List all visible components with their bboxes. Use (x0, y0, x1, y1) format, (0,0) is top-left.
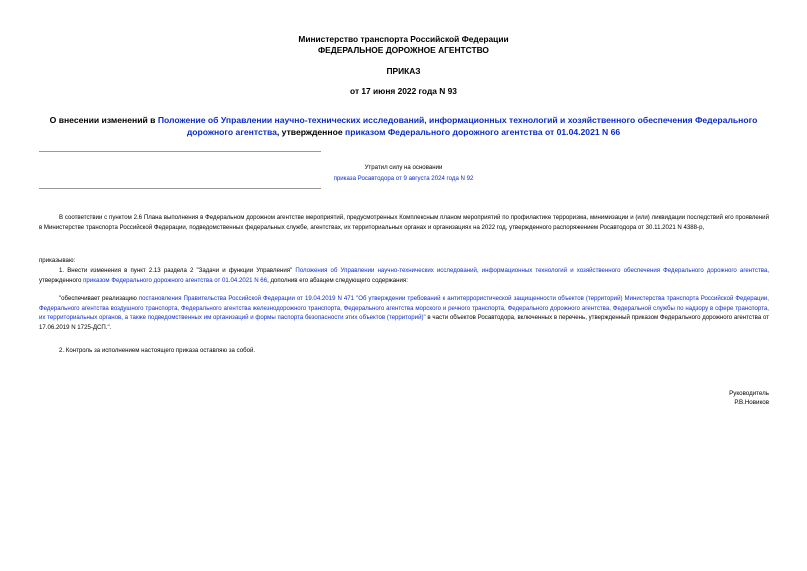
item-1-middle: , утвержденного (39, 267, 769, 284)
quote-suffix: в части объектов Росавтодора, включенных в перечень, утвержденный приказом Федерального дорожного агентства от 17.06.2019 N 1725-ДСП.". (39, 314, 770, 331)
preamble-paragraph: В соответствии с пунктом 2.6 Плана выполнения в Федеральном дорожном агентстве мероприятий, предусмотренных Комплексным планом мероприятий по профилактике терроризма, минимизации и (или) ликвидации последствий его проявлений в Министерстве транспорта Российской Федерации, подведомственных федеральных службе, агентствах, их территориальных органах и организациях на 2022 год, утвержденного распоряжением Росавтодора от 30.11.2021 N 4388-р, (39, 214, 769, 231)
ministry-heading: Министерство транспорта Российской Федерации (298, 34, 509, 44)
title-middle: , утвержденное (276, 127, 345, 137)
title-link-regulation[interactable]: Положение об Управлении научно-технических исследований, информационных технологий и хозяйственного обеспечения Федерального дорожного агентства (157, 115, 758, 137)
divider-bottom (39, 188, 321, 189)
title-link-order[interactable]: приказом Федерального дорожного агентства от 01.04.2021 N 66 (345, 127, 621, 137)
item-1-prefix: 1. Внести изменения в пункт 2.13 раздела 2 "Задачи и функции Управления" (59, 267, 296, 274)
divider-top (39, 151, 321, 152)
quote-paragraph (39, 294, 769, 332)
quote-prefix: "обеспечивает реализацию (59, 295, 139, 302)
title-prefix: О внесении изменений в (49, 115, 158, 125)
signature-name: Р.В.Новиков (734, 399, 769, 406)
agency-heading: ФЕДЕРАЛЬНОЕ ДОРОЖНОЕ АГЕНТСТВО (318, 45, 489, 55)
document-title (40, 114, 767, 138)
signature-position: Руководитель (729, 390, 769, 397)
status-note-link[interactable]: приказа Росавтодора от 9 августа 2024 года N 92 (333, 175, 474, 182)
item-1-suffix: , дополнив его абзацем следующего содержания: (267, 276, 408, 284)
item-1-link-regulation[interactable]: Положения об Управлении научно-технических исследований, информационных технологий и хозяйственного обеспечения Федерального дорожного агентства (295, 267, 768, 274)
document-type: ПРИКАЗ (386, 66, 421, 76)
quote-link-resolution[interactable]: постановления Правительства Российской Федерации от 19.04.2019 N 471 "Об утверждении требований к антитеррористической защищенности объектов (территорий) Министерства транспорта Российской Федерации, Федерального агентства воздушного транспорта, Федерального агентства железнодорожного транспорта, Федерального агентства морского и речного транспорта, Федерального дорожного агентства, Федеральной службы по надзору в сфере транспорта, их территориальных органов, а также подведомственных им организаций и формы паспорта безопасности этих объектов (территорий)" (39, 295, 770, 321)
status-note: Утратил силу на основании (364, 164, 443, 171)
item-1-paragraph (39, 266, 769, 285)
status-note-link-wrap (0, 174, 807, 184)
item-2-paragraph: 2. Контроль за исполнением настоящего приказа оставляю за собой. (59, 347, 256, 354)
document-date-number: от 17 июня 2022 года N 93 (350, 86, 457, 96)
item-1-link-order[interactable]: приказом Федерального дорожного агентства от 01.04.2021 N 66 (83, 276, 268, 284)
order-word: приказываю: (39, 257, 76, 264)
